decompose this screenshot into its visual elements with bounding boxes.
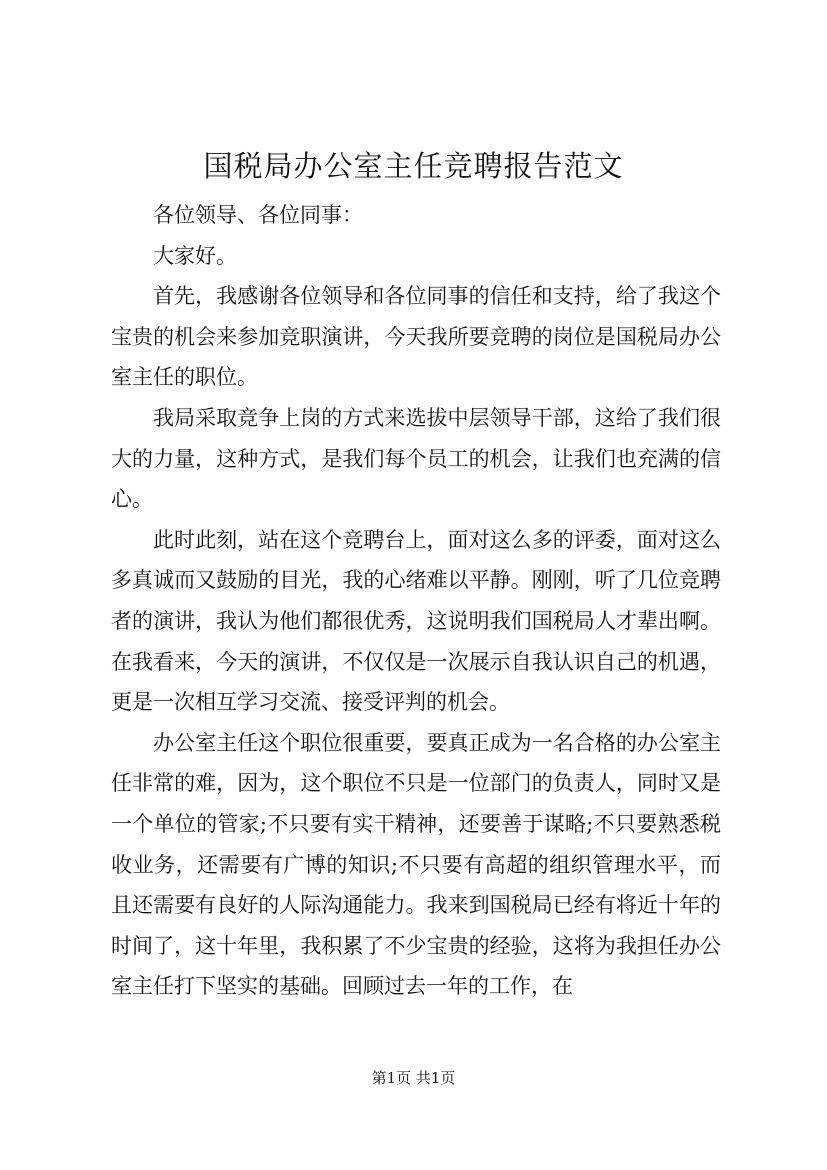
paragraph: 此时此刻，站在这个竞聘台上，面对这么多的评委，面对这么多真诚而又鼓励的目光，我的心绪难以平静。刚刚，听了几位竞聘者的演讲，我认为他们都很优秀，这说明我们国税局人才辈出啊。在我看来，今天的演讲，不仅仅是一次展示自我认识自己的机遇，更是一次相互学习交流、接受评判的机会。: [111, 527, 721, 715]
document-title: 国税局办公室主任竞聘报告范文: [203, 149, 624, 183]
paragraph: 我局采取竞争上岗的方式来选拔中层领导干部，这给了我们很大的力量，这种方式，是我们每个员工的机会，让我们也充满的信心。: [111, 405, 721, 512]
salutation: 各位领导、各位同事：: [153, 203, 363, 227]
paragraph: 办公室主任这个职位很重要，要真正成为一名合格的办公室主任非常的难，因为，这个职位不只是一位部门的负责人，同时又是一个单位的管家;不只要有实干精神，还要善于谋略;不只要熟悉税收业务，还需要有广博的知识;不只要有高超的组织管理水平，而且还需要有良好的人际沟通能力。我来到国税局已经有将近十年的时间了，这十年里，我积累了不少宝贵的经验，这将为我担任办公室主任打下坚实的基础。回顾过去一年的工作，在: [111, 730, 721, 999]
page-footer: [0, 1068, 827, 1088]
paragraph: 首先，我感谢各位领导和各位同事的信任和支持，给了我这个宝贵的机会来参加竞职演讲，今天我所要竞聘的岗位是国税局办公室主任的职位。: [111, 284, 721, 390]
page-number-label: 第1页 共1页: [371, 1069, 456, 1087]
greeting: 大家好。: [153, 243, 237, 268]
document-body: [111, 195, 721, 1007]
